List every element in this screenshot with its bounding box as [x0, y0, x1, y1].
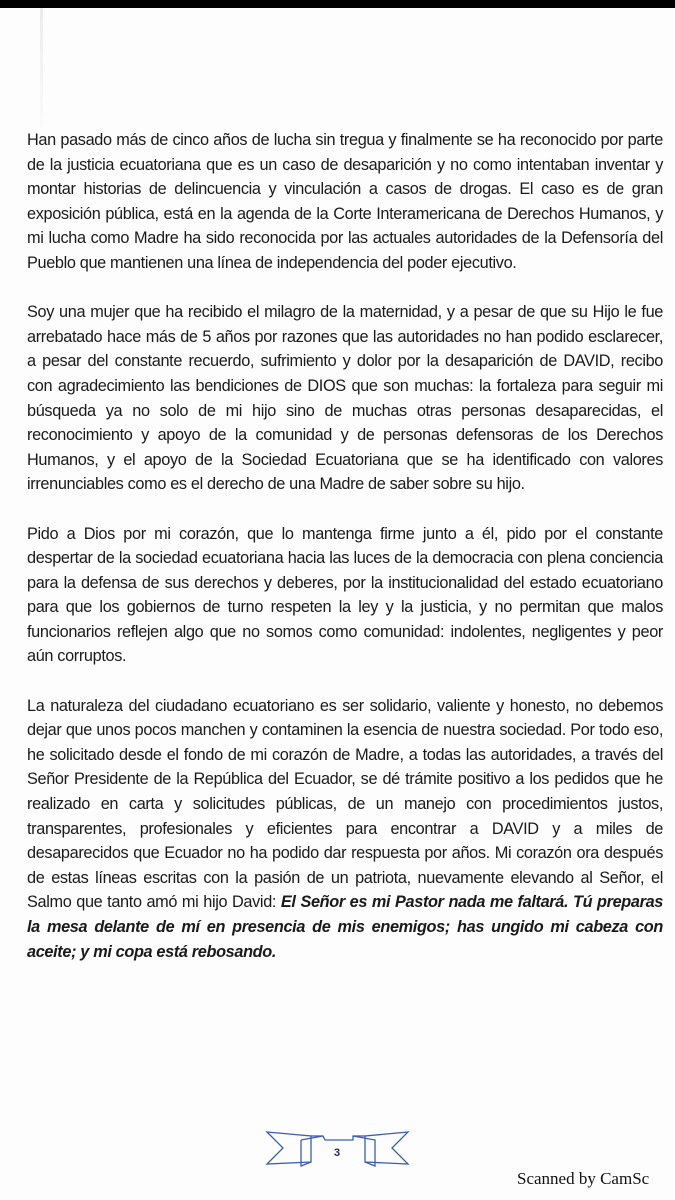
paragraph-1: Han pasado más de cinco años de lucha sin tregua y finalmente se ha reconocido por parte de la justicia ecuatoriana que es un caso de desaparición y no como intentaban inventar y montar historias de delincuencia y vinculación a casos de drogas. El caso es de gran exposición pública, está en la agenda de la Corte Interamericana de Derechos Humanos, y mi lucha como Madre ha sido reconocida por las actuales autoridades de la Defensoría del Pueblo que mantienen una línea de independencia del poder ejecutivo.	[27, 131, 663, 272]
scanner-watermark: Scanned by CamSc	[517, 1169, 650, 1188]
page-number: 3	[333, 1147, 341, 1159]
paragraph-3: Pido a Dios por mi corazón, que lo mantenga firme junto a él, pido por el constante despertar de la sociedad ecuatoriana hacia las luces de la democracia con plena conciencia para la defensa de sus derechos y deberes, por la institucionalidad del estado ecuatoriano para que los gobiernos de turno respeten la ley y la justicia, y no permitan que malos funcionarios reflejen algo que no somos como comunidad: indolentes, negligentes y peor aún corruptos.	[27, 524, 663, 666]
scan-streak	[40, 8, 43, 128]
psalm-quote: El Señor es mi Pastor nada me faltará. Tú preparas la mesa delante de mí en presencia de mis enemigos; has ungido mi cabeza con aceite; y mi copa está rebosando.	[27, 893, 663, 961]
top-black-bar	[0, 0, 675, 8]
paragraph-4	[27, 694, 663, 965]
letter-body	[27, 128, 663, 964]
paragraph-4-text: La naturaleza del ciudadano ecuatoriano es ser solidario, valiente y honesto, no debemos dejar que unos pocos manchen y contaminen la esencia de nuestra sociedad. Por todo eso, he solicitado desde el fondo de mi corazón de Madre, a todas las autoridades, a través del Señor Presidente de la República del Ecuador, se dé trámite positivo a los pedidos que he realizado en carta y solicitudes públicas, de un manejo con procedimientos justos, transparentes, profesionales y eficientes para encontrar a DAVID y a miles de desaparecidos que Ecuador no ha podido dar respuesta por años. Mi corazón ora después de estas líneas escritas con la pasión de un patriota, nuevamente elevando al Señor, el Salmo que tanto amó mi hijo David:	[27, 696, 663, 912]
paragraph-2: Soy una mujer que ha recibido el milagro de la maternidad, y a pesar de que su Hijo le fue arrebatado hace más de 5 años por razones que las autoridades no han podido esclarecer, a pesar del constante recuerdo, sufrimiento y dolor por la desaparición de DAVID, recibo con agradecimiento las bendiciones de DIOS que son muchas: la fortaleza para seguir mi búsqueda ya no solo de mi hijo sino de muchas otras personas desaparecidas, el reconocimiento y apoyo de la comunidad y de personas defensoras de los Derechos Humanos, y el apoyo de la Sociedad Ecuatoriana que se ha identificado con valores irrenunciables como es el derecho de una Madre de saber sobre su hijo.	[27, 303, 663, 494]
